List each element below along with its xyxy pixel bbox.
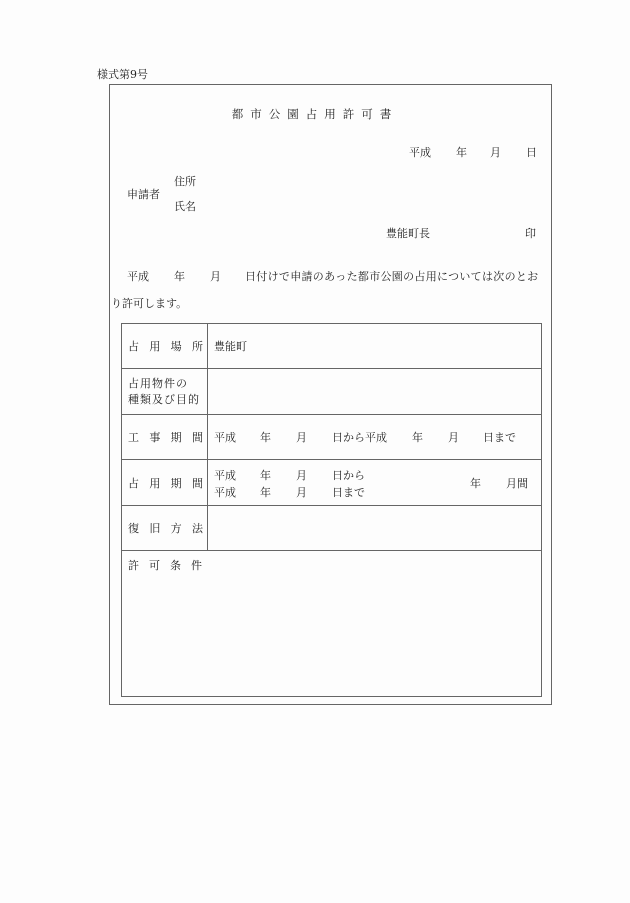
body-text: 日付けで申請のあった都市公園の占用については次のとお bbox=[245, 270, 539, 283]
date-month: 月 bbox=[490, 146, 501, 159]
body-month: 月 bbox=[210, 270, 221, 283]
body-text-continued: り許可します。 bbox=[111, 297, 188, 310]
table-row bbox=[122, 324, 542, 369]
seal-mark: 印 bbox=[525, 227, 536, 240]
name-label: 氏名 bbox=[174, 200, 196, 213]
body-year: 年 bbox=[174, 270, 185, 283]
row-label: 占 用 場 所 bbox=[122, 324, 208, 369]
table-row bbox=[122, 551, 542, 697]
date-era: 平成 bbox=[409, 146, 431, 159]
row-label: 復 旧 方 法 bbox=[122, 506, 208, 551]
applicant-label: 申請者 bbox=[127, 188, 160, 201]
table-row bbox=[122, 369, 542, 415]
document-title: 都市公園占用許可書 bbox=[231, 107, 399, 121]
row-label: 占 用 期 間 bbox=[122, 460, 208, 506]
table-row bbox=[122, 460, 542, 506]
table-row bbox=[122, 506, 542, 551]
permit-table bbox=[121, 323, 542, 697]
issuer-title: 豊能町長 bbox=[386, 227, 430, 240]
form-number: 様式第9号 bbox=[97, 68, 148, 81]
permit-conditions-cell: 許 可 条 件 bbox=[122, 551, 542, 697]
table-row bbox=[122, 415, 542, 460]
date-year: 年 bbox=[456, 146, 467, 159]
address-label: 住所 bbox=[174, 175, 196, 188]
row-label: 工 事 期 間 bbox=[122, 415, 208, 460]
row-label: 占用物件の 種類及び目的 bbox=[122, 369, 208, 415]
object-purpose-value bbox=[208, 369, 542, 415]
date-day: 日 bbox=[526, 146, 537, 159]
location-value: 豊能町 bbox=[208, 324, 542, 369]
occupancy-period-value: 平成 年 月 日から 平成 年 月 日まで 年 月間 bbox=[208, 460, 542, 506]
construction-period-value: 平成 年 月 日から平成 年 月 日まで bbox=[208, 415, 542, 460]
restoration-method-value bbox=[208, 506, 542, 551]
body-era: 平成 bbox=[127, 270, 149, 283]
